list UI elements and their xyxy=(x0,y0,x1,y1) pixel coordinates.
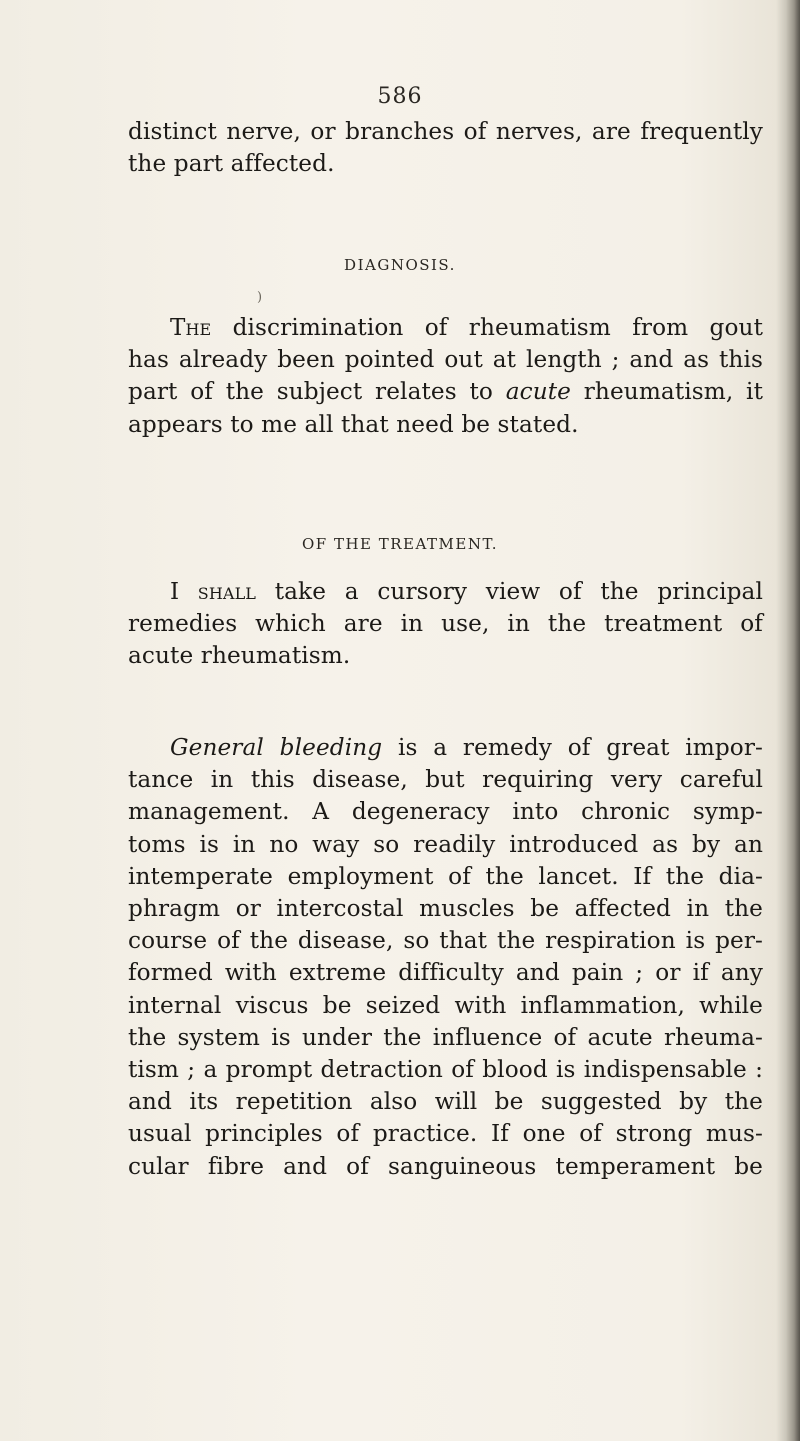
bleeding-paragraph xyxy=(128,732,763,1183)
text-line xyxy=(128,376,763,408)
text-line: acute rheumatism. xyxy=(128,642,351,670)
drop-word: I shall xyxy=(170,579,257,605)
text-fragment: part of the subject relates to xyxy=(128,378,506,406)
text-line xyxy=(128,576,763,608)
text-line: course of the disease, so that the respiration is per- xyxy=(128,927,763,955)
stray-mark: ) xyxy=(257,290,263,305)
text-line: toms is in no way so readily introduced as by an xyxy=(128,830,763,858)
emphasis-word: acute xyxy=(505,378,571,406)
text-line xyxy=(128,312,763,344)
treatment-paragraph xyxy=(128,576,763,673)
section-heading-diagnosis: DIAGNOSIS. xyxy=(344,256,456,274)
top-paragraph xyxy=(128,116,763,180)
diagnosis-paragraph xyxy=(128,312,763,441)
text-line: phragm or intercostal muscles be affected in the xyxy=(128,895,763,923)
text-fragment: discrimination of rheumatism from gout xyxy=(211,314,763,341)
emphasis-phrase: General bleeding xyxy=(170,734,383,761)
page-edge-shadow xyxy=(786,0,800,1441)
text-line: appears to me all that need be stated. xyxy=(128,410,579,438)
text-line: management. A degeneracy into chronic symp- xyxy=(128,798,763,826)
text-fragment: take a cursory view of the principal xyxy=(256,578,763,605)
text-fragment: is a remedy of great impor- xyxy=(382,734,763,761)
text-line: intemperate employment of the lancet. If the dia- xyxy=(128,862,763,890)
text-line: has already been pointed out at length ; and as this xyxy=(128,346,763,374)
page-number: 586 xyxy=(377,84,423,109)
text-line: the part affected. xyxy=(128,150,335,178)
text-line xyxy=(128,732,763,764)
text-line: usual principles of practice. If one of strong mus- xyxy=(128,1120,763,1148)
section-heading-treatment: OF THE TREATMENT. xyxy=(301,535,499,553)
text-line: the system is under the influence of acute rheuma- xyxy=(128,1023,763,1051)
text-line: and its repetition also will be suggested by the xyxy=(128,1088,763,1116)
drop-word: The xyxy=(170,315,212,341)
text-line: formed with extreme difficulty and pain ; or if any xyxy=(128,959,763,987)
text-line: distinct nerve, or branches of nerves, are frequently xyxy=(128,118,763,145)
text-line: tance in this disease, but requiring very careful xyxy=(128,766,763,794)
text-fragment: rheumatism, it xyxy=(571,378,763,406)
text-line: remedies which are in use, in the treatment of xyxy=(128,610,763,638)
text-line: internal viscus be seized with inflammation, while xyxy=(128,991,763,1019)
text-line: tism ; a prompt detraction of blood is indispensable : xyxy=(128,1056,763,1084)
text-line: cular fibre and of sanguineous temperament be xyxy=(128,1152,763,1180)
